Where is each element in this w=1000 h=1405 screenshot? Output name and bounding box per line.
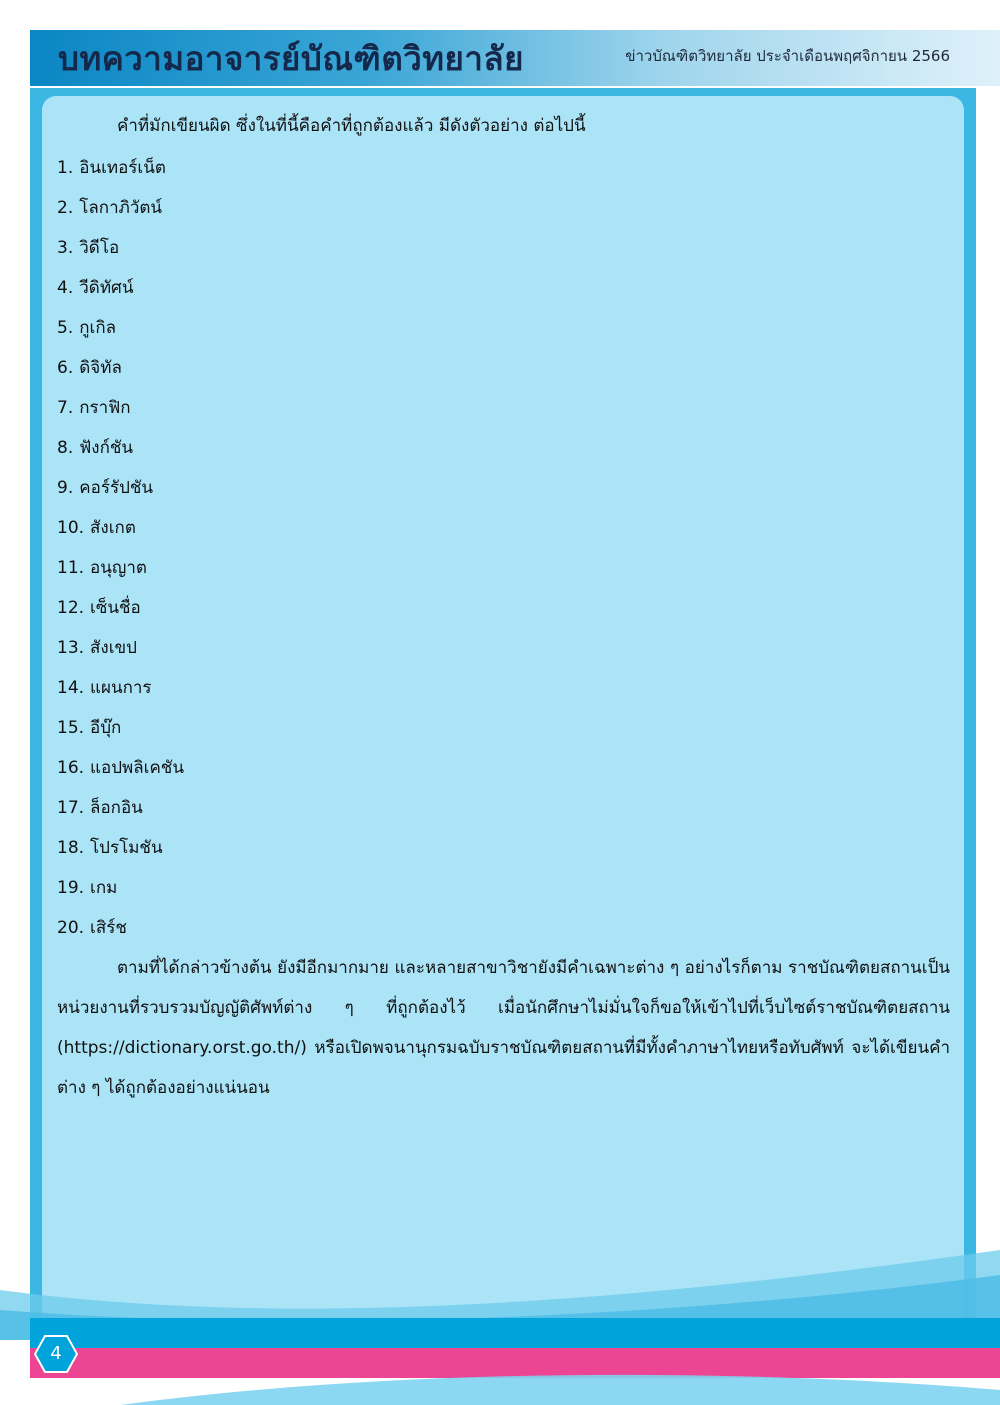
list-item-number: 17.: [57, 798, 85, 818]
list-item-word: วิดีโอ: [79, 238, 120, 258]
list-item-word: โลกาภิวัตน์: [79, 198, 163, 218]
list-item: [57, 228, 950, 268]
list-item: [57, 588, 950, 628]
list-item-number: 8.: [57, 438, 74, 458]
list-item: [57, 748, 950, 788]
list-item-word: ล็อกอิน: [90, 798, 143, 818]
list-item-word: สังเขป: [90, 638, 137, 658]
list-item-number: 3.: [57, 238, 74, 258]
list-item-word: วีดิทัศน์: [79, 278, 134, 298]
list-item: [57, 388, 950, 428]
list-item: [57, 188, 950, 228]
list-item-number: 6.: [57, 358, 74, 378]
intro-text: คำที่มักเขียนผิด ซึ่งในที่นี้คือคำที่ถูกต้องแล้ว มีดังตัวอย่าง ต่อไปนี้: [117, 116, 586, 136]
list-item-number: 19.: [57, 878, 85, 898]
page-number-badge: [34, 1334, 78, 1374]
list-item-word: เซ็นชื่อ: [90, 598, 141, 618]
list-item-word: โปรโมชัน: [90, 838, 163, 858]
list-item-word: แผนการ: [90, 678, 152, 698]
list-item: [57, 308, 950, 348]
list-item-number: 5.: [57, 318, 74, 338]
list-item-number: 4.: [57, 278, 74, 298]
list-item: [57, 788, 950, 828]
list-item-number: 12.: [57, 598, 85, 618]
list-item-number: 18.: [57, 838, 85, 858]
list-item-number: 2.: [57, 198, 74, 218]
list-item: [57, 268, 950, 308]
list-item-word: เสิร์ช: [90, 918, 127, 938]
list-item: [57, 668, 950, 708]
list-item: [57, 868, 950, 908]
closing-paragraph: ตามที่ได้กล่าวข้างต้น ยังมีอีกมากมาย และหลายสาขาวิชายังมีคำเฉพาะต่าง ๆ อย่างไรก็ตาม ราชบัณฑิตยสถานเป็นหน่วยงานที่รวบรวมบัญญัติศัพท์ต่าง ๆ ที่ถูกต้องไว้ เมื่อนักศึกษาไม่มั่นใจก็ขอให้เข้าไปที่เว็บไซต์ราชบัณฑิตยสถาน (https://dictionary.orst.go.th/) หรือเปิดพจนานุกรมฉบับราชบัณฑิตยสถานที่มีทั้งคำภาษาไทยหรือทับศัพท์ จะได้เขียนคำต่าง ๆ ได้ถูกต้องอย่างแน่นอน: [57, 958, 950, 1098]
list-item-word: ดิจิทัล: [79, 358, 122, 378]
list-item: [57, 628, 950, 668]
list-item-number: 15.: [57, 718, 85, 738]
list-item-word: ฟังก์ชัน: [79, 438, 134, 458]
list-item-number: 10.: [57, 518, 85, 538]
list-item-number: 14.: [57, 678, 85, 698]
article-body: [57, 108, 950, 1108]
list-item: [57, 508, 950, 548]
list-item-word: เกม: [90, 878, 118, 898]
page-title: บทความอาจารย์บัณฑิตวิทยาลัย: [58, 39, 524, 78]
bottom-swoosh: [0, 1360, 1000, 1405]
list-item: [57, 468, 950, 508]
list-item-word: คอร์รัปชัน: [79, 478, 154, 498]
list-item: [57, 148, 950, 188]
list-item-word: แอปพลิเคชัน: [90, 758, 184, 778]
list-item-number: 13.: [57, 638, 85, 658]
list-item-word: อินเทอร์เน็ต: [79, 158, 166, 178]
list-item-word: สังเกต: [90, 518, 136, 538]
list-item: [57, 828, 950, 868]
list-item: [57, 348, 950, 388]
page-number: 4: [50, 1343, 62, 1364]
list-item-word: กูเกิล: [79, 318, 117, 338]
list-item: [57, 708, 950, 748]
list-item-word: กราฟิก: [79, 398, 131, 418]
list-item-number: 16.: [57, 758, 85, 778]
footer-band-blue: [30, 1318, 1000, 1348]
list-item-number: 1.: [57, 158, 74, 178]
list-item-word: อีบุ๊ก: [90, 718, 122, 738]
list-item-word: อนุญาต: [90, 558, 147, 578]
list-item: [57, 908, 950, 948]
newsletter-issue: ข่าวบัณฑิตวิทยาลัย ประจำเดือนพฤศจิกายน 2566: [625, 47, 950, 65]
list-item-number: 7.: [57, 398, 74, 418]
list-item: [57, 428, 950, 468]
list-item-number: 9.: [57, 478, 74, 498]
word-list: [57, 148, 950, 948]
list-item-number: 20.: [57, 918, 85, 938]
list-item: [57, 548, 950, 588]
list-item-number: 11.: [57, 558, 85, 578]
